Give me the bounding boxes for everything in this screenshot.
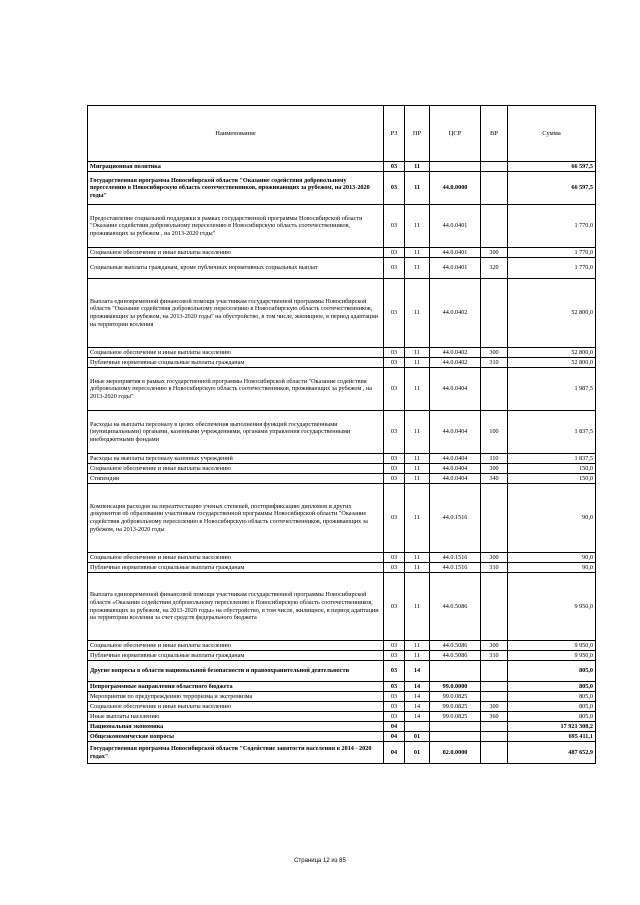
cell-pr: 11 — [405, 205, 430, 248]
cell-name: Миграционная политика — [88, 162, 384, 172]
cell-vr: 300 — [481, 464, 508, 474]
cell-vr: 300 — [481, 641, 508, 651]
cell-csr: 44.0.0402 — [430, 348, 481, 358]
table-row — [88, 162, 596, 172]
cell-sum: 90,0 — [508, 484, 596, 553]
cell-rz: 03 — [384, 454, 405, 464]
cell-pr: 11 — [405, 464, 430, 474]
cell-vr: 300 — [481, 553, 508, 563]
cell-rz: 03 — [384, 712, 405, 722]
cell-sum: 52 800,0 — [508, 348, 596, 358]
cell-name: Публичные нормативные социальные выплаты гражданам — [88, 651, 384, 661]
cell-rz: 04 — [384, 732, 405, 742]
cell-csr: 99.0.0825 — [430, 702, 481, 712]
cell-rz: 03 — [384, 172, 405, 205]
cell-csr: 44.0.0404 — [430, 454, 481, 464]
header-name: Наименование — [88, 106, 384, 162]
cell-csr: 99.0.0000 — [430, 682, 481, 692]
cell-sum: 52 800,0 — [508, 358, 596, 368]
cell-pr: 11 — [405, 651, 430, 661]
cell-vr — [481, 162, 508, 172]
table-row — [88, 651, 596, 661]
cell-name: Социальное обеспечение и иные выплаты населению — [88, 248, 384, 258]
table-row — [88, 553, 596, 563]
cell-sum: 1 770,0 — [508, 248, 596, 258]
cell-name: Иные выплаты населению — [88, 712, 384, 722]
cell-csr: 44.0.1516 — [430, 553, 481, 563]
cell-rz: 03 — [384, 641, 405, 651]
cell-pr: 14 — [405, 692, 430, 702]
cell-sum: 1 837,5 — [508, 411, 596, 454]
cell-csr: 44.0.0401 — [430, 205, 481, 248]
cell-rz: 04 — [384, 722, 405, 732]
cell-pr: 14 — [405, 661, 430, 682]
cell-name: Социальное обеспечение и иные выплаты населению — [88, 641, 384, 651]
budget-table — [87, 105, 596, 764]
header-vr: ВР — [481, 106, 508, 162]
table-row — [88, 702, 596, 712]
cell-sum: 66 597,5 — [508, 162, 596, 172]
table-row — [88, 205, 596, 248]
cell-sum: 1 837,5 — [508, 454, 596, 464]
cell-rz: 03 — [384, 411, 405, 454]
cell-csr: 44.0.0402 — [430, 358, 481, 368]
cell-vr — [481, 484, 508, 553]
header-pr: ПР — [405, 106, 430, 162]
cell-sum: 805,0 — [508, 661, 596, 682]
cell-csr: 99.0.0825 — [430, 692, 481, 702]
header-csr: ЦСР — [430, 106, 481, 162]
table-row — [88, 358, 596, 368]
table-row — [88, 348, 596, 358]
header-rz: РЗ — [384, 106, 405, 162]
cell-pr: 11 — [405, 358, 430, 368]
cell-vr — [481, 692, 508, 702]
cell-pr: 11 — [405, 573, 430, 641]
cell-vr: 310 — [481, 358, 508, 368]
cell-name: Стипендии — [88, 474, 384, 484]
cell-pr: 01 — [405, 742, 430, 764]
cell-sum: 805,0 — [508, 682, 596, 692]
cell-pr: 11 — [405, 368, 430, 411]
cell-csr — [430, 661, 481, 682]
cell-name: Социальное обеспечение и иные выплаты населению — [88, 464, 384, 474]
cell-pr — [405, 722, 430, 732]
cell-rz: 03 — [384, 248, 405, 258]
cell-csr: 44.0.1516 — [430, 563, 481, 573]
cell-rz: 03 — [384, 358, 405, 368]
cell-name: Государственная программа Новосибирской области "Содействие занятости населения в 2014 - 2020 годах" — [88, 742, 384, 764]
table-row — [88, 563, 596, 573]
cell-name: Государственная программа Новосибирской области "Оказание содействия добровольному переселению в Новосибирскую область соотечественников, проживающих за рубежом, на 2013-2020 годы" — [88, 172, 384, 205]
cell-rz: 03 — [384, 258, 405, 279]
table-row — [88, 464, 596, 474]
cell-vr — [481, 661, 508, 682]
cell-vr: 300 — [481, 348, 508, 358]
cell-pr: 01 — [405, 732, 430, 742]
cell-vr — [481, 732, 508, 742]
cell-sum: 90,0 — [508, 553, 596, 563]
cell-csr: 99.0.0825 — [430, 712, 481, 722]
cell-rz: 03 — [384, 348, 405, 358]
cell-rz: 03 — [384, 651, 405, 661]
cell-vr — [481, 682, 508, 692]
cell-sum: 9 950,0 — [508, 573, 596, 641]
cell-rz: 03 — [384, 279, 405, 348]
cell-rz: 03 — [384, 692, 405, 702]
cell-rz: 03 — [384, 553, 405, 563]
cell-vr: 100 — [481, 411, 508, 454]
cell-pr: 11 — [405, 454, 430, 464]
cell-name: Социальные выплаты гражданам, кроме публичных нормативных социальных выплат — [88, 258, 384, 279]
cell-vr: 310 — [481, 563, 508, 573]
cell-sum: 805,0 — [508, 712, 596, 722]
cell-sum: 9 950,0 — [508, 651, 596, 661]
cell-sum: 1 987,5 — [508, 368, 596, 411]
cell-rz: 03 — [384, 484, 405, 553]
cell-rz: 03 — [384, 162, 405, 172]
cell-pr: 11 — [405, 484, 430, 553]
cell-pr: 11 — [405, 172, 430, 205]
cell-name: Национальная экономика — [88, 722, 384, 732]
cell-csr — [430, 162, 481, 172]
cell-name: Другие вопросы в области национальной безопасности и правоохранительной деятельности — [88, 661, 384, 682]
cell-rz: 03 — [384, 563, 405, 573]
cell-sum: 487 652,9 — [508, 742, 596, 764]
cell-vr — [481, 172, 508, 205]
cell-rz: 03 — [384, 661, 405, 682]
cell-csr: 44.0.5086 — [430, 651, 481, 661]
cell-pr: 11 — [405, 553, 430, 563]
table-row — [88, 368, 596, 411]
cell-sum: 695 411,1 — [508, 732, 596, 742]
cell-sum: 9 950,0 — [508, 641, 596, 651]
cell-sum: 66 597,5 — [508, 172, 596, 205]
cell-sum: 1 770,0 — [508, 205, 596, 248]
cell-pr: 11 — [405, 162, 430, 172]
cell-vr — [481, 368, 508, 411]
cell-rz: 03 — [384, 682, 405, 692]
cell-name: Предоставление социальной поддержки в рамках государственной программы Новосибирской области "Оказание содействия добровольному переселению в Новосибирскую область соотечественников, проживающих за рубежом , на 2013-2020 годы" — [88, 205, 384, 248]
cell-pr: 14 — [405, 702, 430, 712]
table-row — [88, 742, 596, 764]
cell-csr: 44.0.5086 — [430, 573, 481, 641]
cell-pr: 11 — [405, 641, 430, 651]
cell-vr: 320 — [481, 258, 508, 279]
cell-rz: 03 — [384, 474, 405, 484]
table-row — [88, 248, 596, 258]
cell-pr: 11 — [405, 248, 430, 258]
cell-pr: 11 — [405, 258, 430, 279]
table-row — [88, 411, 596, 454]
table-row — [88, 732, 596, 742]
cell-csr: 44.0.0000 — [430, 172, 481, 205]
cell-sum: 1 770,0 — [508, 258, 596, 279]
cell-pr: 14 — [405, 712, 430, 722]
cell-vr — [481, 205, 508, 248]
table-row — [88, 682, 596, 692]
cell-name: Общеэкономические вопросы — [88, 732, 384, 742]
cell-name: Выплата единовременной финансовой помощи участникам государственной программы Новосибирской области «Оказание содействия добровольному переселению в Новосибирскую область соотечественников, проживающих за рубежом, на 2013-2020 годы» на обустройство, в том числе, жилищное, в период адаптации на территории вселения за счет средств федерального бюджета — [88, 573, 384, 641]
table-row — [88, 573, 596, 641]
cell-csr: 44.0.0404 — [430, 474, 481, 484]
cell-vr: 300 — [481, 248, 508, 258]
table-row — [88, 722, 596, 732]
cell-rz: 03 — [384, 368, 405, 411]
cell-vr: 300 — [481, 702, 508, 712]
cell-rz: 03 — [384, 573, 405, 641]
cell-name: Социальное обеспечение и иные выплаты населению — [88, 702, 384, 712]
cell-pr: 11 — [405, 474, 430, 484]
cell-name: Компенсация расходов на переаттестацию ученых степеней, постпрификсацию дипломов и других документов об образовании участникам государственной программы Новосибирской области "Оказание содействия добровольному переселению в Новосибирскую область соотечественников, проживающих за рубежом, на 2013-2020 годы — [88, 484, 384, 553]
cell-pr: 11 — [405, 563, 430, 573]
table-row — [88, 712, 596, 722]
table-row — [88, 279, 596, 348]
table-row — [88, 692, 596, 702]
table-row — [88, 258, 596, 279]
cell-rz: 03 — [384, 464, 405, 474]
cell-csr: 44.0.0401 — [430, 258, 481, 279]
cell-vr — [481, 279, 508, 348]
cell-csr: 44.0.0404 — [430, 368, 481, 411]
cell-pr: 11 — [405, 411, 430, 454]
table-row — [88, 661, 596, 682]
cell-rz: 03 — [384, 205, 405, 248]
header-row — [88, 106, 596, 162]
cell-vr: 360 — [481, 712, 508, 722]
cell-csr — [430, 732, 481, 742]
cell-rz: 03 — [384, 702, 405, 712]
cell-csr: 44.0.0404 — [430, 411, 481, 454]
table-row — [88, 484, 596, 553]
cell-vr: 340 — [481, 474, 508, 484]
table-row — [88, 641, 596, 651]
cell-name: Расходы на выплаты персоналу казенных учреждений — [88, 454, 384, 464]
cell-name: Непрограммные направления областного бюджета — [88, 682, 384, 692]
table-body — [88, 162, 596, 764]
cell-vr — [481, 722, 508, 732]
cell-csr: 44.0.1516 — [430, 484, 481, 553]
cell-name: Выплата единовременной финансовой помощи участникам государственной программы Новосибирской области "Оказание содействия добровольному переселению в Новосибирскую область соотечественников, проживающих за рубежом, на 2013-2020 годы" на обустройство, в том числе, жилищное, в период адаптации на территории вселения — [88, 279, 384, 348]
cell-vr — [481, 742, 508, 764]
cell-sum: 90,0 — [508, 563, 596, 573]
cell-csr: 44.0.0404 — [430, 464, 481, 474]
cell-sum: 805,0 — [508, 702, 596, 712]
table-row — [88, 172, 596, 205]
cell-sum: 52 800,0 — [508, 279, 596, 348]
cell-name: Иные мероприятия в рамках государственной программы Новосибирской области "Оказание содействия добровольному переселению в Новосибирскую область соотечественников, проживающих за рубежом , на 2013-2020 годы" — [88, 368, 384, 411]
table-row — [88, 454, 596, 464]
cell-name: Публичные нормативные социальные выплаты гражданам — [88, 358, 384, 368]
header-sum: Сумма — [508, 106, 596, 162]
cell-csr: 44.0.0402 — [430, 279, 481, 348]
page-number: Страница 12 из 85 — [294, 858, 346, 864]
cell-name: Социальное обеспечение и иные выплаты населению — [88, 348, 384, 358]
cell-csr — [430, 722, 481, 732]
cell-pr: 11 — [405, 279, 430, 348]
cell-name: Публичные нормативные социальные выплаты гражданам — [88, 563, 384, 573]
cell-sum: 150,0 — [508, 474, 596, 484]
cell-sum: 805,0 — [508, 692, 596, 702]
cell-name: Мероприятия по предупреждению терроризма и экстремизма — [88, 692, 384, 702]
cell-vr — [481, 573, 508, 641]
cell-vr: 110 — [481, 454, 508, 464]
cell-name: Социальное обеспечение и иные выплаты населению — [88, 553, 384, 563]
cell-csr: 44.0.0401 — [430, 248, 481, 258]
cell-sum: 150,0 — [508, 464, 596, 474]
cell-name: Расходы на выплаты персоналу в целях обеспечения выполнения функций государственными (муниципальными) органами, казенными учреждениями, органами управления государственными внебюджетными фондами — [88, 411, 384, 454]
cell-vr: 310 — [481, 651, 508, 661]
cell-rz: 04 — [384, 742, 405, 764]
cell-csr: 02.0.0000 — [430, 742, 481, 764]
cell-pr: 11 — [405, 348, 430, 358]
cell-sum: 17 921 308,2 — [508, 722, 596, 732]
cell-pr: 14 — [405, 682, 430, 692]
table-row — [88, 474, 596, 484]
cell-csr: 44.0.5086 — [430, 641, 481, 651]
